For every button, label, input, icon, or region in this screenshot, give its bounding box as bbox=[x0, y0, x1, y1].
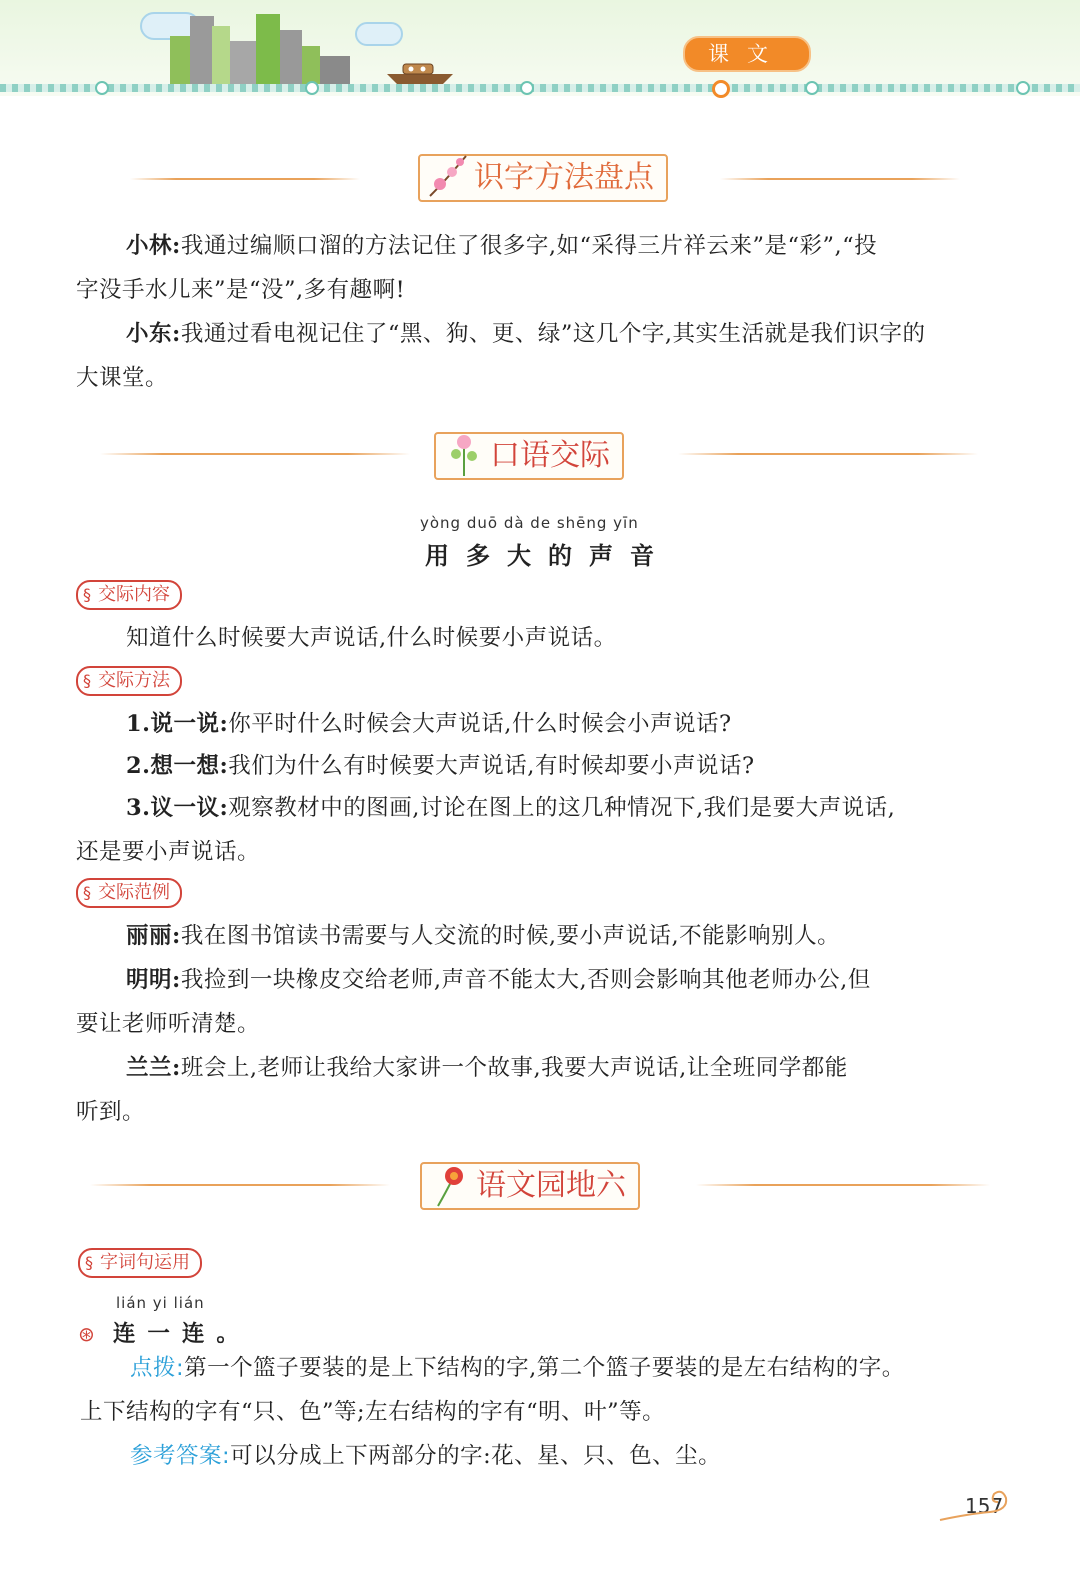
city-buildings-icon bbox=[160, 6, 360, 86]
page-number: 157 bbox=[965, 1494, 1004, 1518]
task-label: 连一连。 bbox=[112, 1321, 251, 1347]
section-title-chinese-garden-six bbox=[420, 1162, 640, 1210]
section-rule bbox=[696, 1184, 990, 1186]
banner-dot bbox=[95, 81, 109, 95]
hint-text: 第一个篮子要装的是上下结构的字,第二个篮子要装的是左右结构的字。 bbox=[184, 1355, 905, 1381]
hint-label: 点拨: bbox=[130, 1355, 185, 1381]
section-rule bbox=[678, 453, 978, 455]
topic-heading: 用多大的声音 bbox=[425, 542, 671, 570]
method-label: 3.议一议: bbox=[126, 795, 229, 821]
method-1 bbox=[126, 702, 732, 746]
heading-pinyin: yòng duō dà de shēng yīn bbox=[420, 514, 639, 532]
banner-wave-divider bbox=[0, 84, 1080, 92]
tag-communication-example: § 交际范例 bbox=[76, 878, 182, 908]
content-text: 知道什么时候要大声说话,什么时候要小声说话。 bbox=[126, 625, 617, 651]
example-lili bbox=[126, 914, 840, 958]
paragraph-xiaodong-line2: 大课堂。 bbox=[76, 365, 169, 391]
speaker-label: 小林: bbox=[126, 233, 181, 259]
section-title-text: 语文园地六 bbox=[476, 1168, 626, 1203]
answer-label: 参考答案: bbox=[130, 1443, 231, 1469]
example-text: 班会上,老师让我给大家讲一个故事,我要大声说话,让全班同学都能 bbox=[180, 1055, 848, 1081]
paragraph-xiaolin-line1 bbox=[126, 224, 877, 268]
lesson-tab[interactable]: 课文 bbox=[683, 36, 811, 72]
paragraph-text: 我通过看电视记住了“黑、狗、更、绿”这几个字,其实生活就是我们识字的 bbox=[180, 321, 926, 347]
method-text: 我们为什么有时候要大声说话,有时候却要小声说话? bbox=[228, 753, 755, 779]
header-banner bbox=[0, 0, 1080, 96]
method-3-line2: 还是要小声说话。 bbox=[76, 839, 261, 865]
paragraph-text: 我通过编顺口溜的方法记住了很多字,如“采得三片祥云来”是“彩”,“投 bbox=[180, 233, 878, 259]
method-text: 观察教材中的图画,讨论在图上的这几种情况下,我们是要大声说话, bbox=[228, 795, 896, 821]
section-rule bbox=[130, 178, 360, 180]
method-label: 2.想一想: bbox=[126, 753, 229, 779]
rose-icon bbox=[428, 1158, 472, 1210]
example-text: 我在图书馆读书需要与人交流的时候,要小声说话,不能影响别人。 bbox=[180, 923, 841, 949]
example-mingming-line2: 要让老师听清楚。 bbox=[76, 1011, 261, 1037]
example-lanlan-line2: 听到。 bbox=[76, 1099, 146, 1125]
task-marker-icon: ⊛ bbox=[78, 1322, 96, 1346]
task-pinyin: lián yi lián bbox=[116, 1294, 205, 1312]
section-title-oral-communication bbox=[434, 432, 624, 480]
section-title-text: 识字方法盘点 bbox=[474, 160, 654, 195]
example-mingming-line1 bbox=[126, 958, 871, 1002]
banner-dot bbox=[1016, 81, 1030, 95]
method-2 bbox=[126, 744, 755, 788]
boat-icon bbox=[385, 60, 455, 86]
hint-line1 bbox=[130, 1346, 905, 1390]
answer-line bbox=[130, 1434, 721, 1478]
tag-communication-content: § 交际内容 bbox=[76, 580, 182, 610]
example-lanlan-line1 bbox=[126, 1046, 848, 1090]
banner-dot bbox=[805, 81, 819, 95]
hint-line2: 上下结构的字有“只、色”等;左右结构的字有“明、叶”等。 bbox=[80, 1399, 666, 1425]
speaker-label: 丽丽: bbox=[126, 923, 181, 949]
banner-dot bbox=[305, 81, 319, 95]
cloud-icon bbox=[355, 22, 403, 46]
potted-flower-icon bbox=[442, 428, 486, 480]
plum-blossom-icon bbox=[426, 150, 470, 202]
tag-communication-method: § 交际方法 bbox=[76, 666, 182, 696]
paragraph-xiaolin-line2: 字没手水儿来”是“没”,多有趣啊! bbox=[76, 277, 406, 303]
speaker-label: 明明: bbox=[126, 967, 181, 993]
section-title-text: 口语交际 bbox=[490, 438, 610, 473]
lesson-tab-pin bbox=[712, 80, 730, 98]
banner-dot bbox=[520, 81, 534, 95]
method-text: 你平时什么时候会大声说话,什么时候会小声说话? bbox=[228, 711, 732, 737]
page-swirl-icon bbox=[938, 1478, 1018, 1528]
speaker-label: 兰兰: bbox=[126, 1055, 181, 1081]
paragraph-xiaodong-line1 bbox=[126, 312, 925, 356]
method-3-line1 bbox=[126, 786, 895, 830]
section-rule bbox=[90, 1184, 390, 1186]
tag-word-usage: § 字词句运用 bbox=[78, 1248, 202, 1278]
section-title-literacy-methods bbox=[418, 154, 668, 202]
method-label: 1.说一说: bbox=[126, 711, 229, 737]
section-rule bbox=[720, 178, 960, 180]
speaker-label: 小东: bbox=[126, 321, 181, 347]
answer-text: 可以分成上下两部分的字:花、星、只、色、尘。 bbox=[230, 1443, 722, 1469]
example-text: 我捡到一块橡皮交给老师,声音不能太大,否则会影响其他老师办公,但 bbox=[180, 967, 871, 993]
section-rule bbox=[100, 453, 410, 455]
